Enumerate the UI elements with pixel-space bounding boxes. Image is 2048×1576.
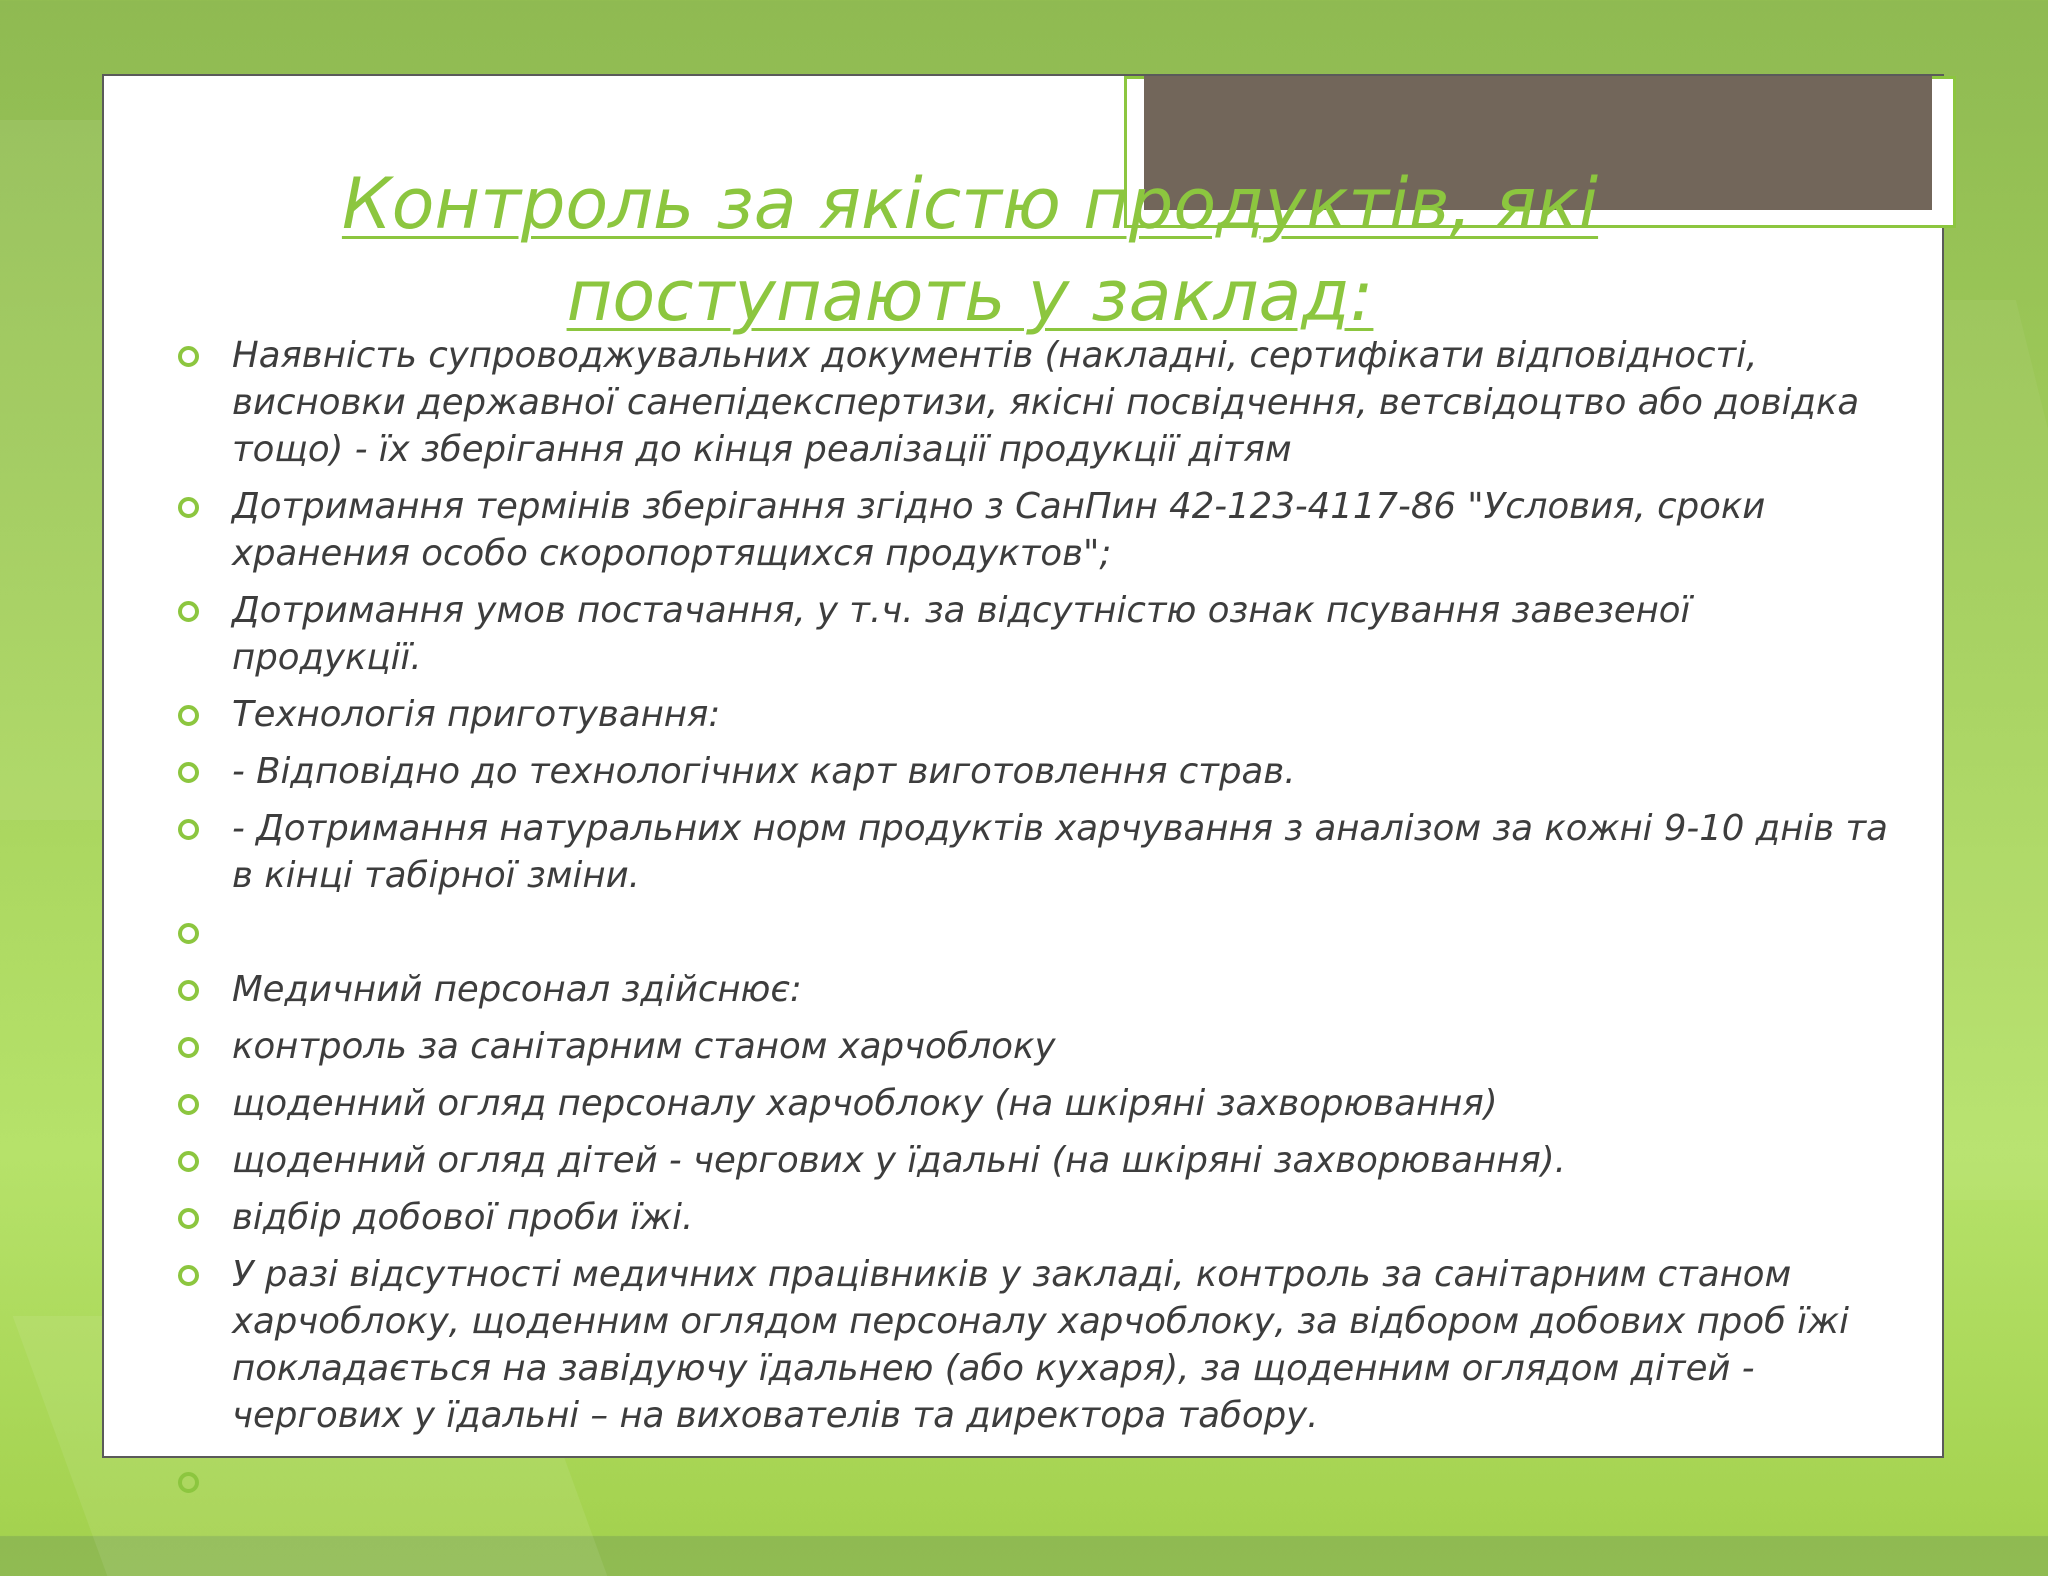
list-item (170, 483, 1890, 577)
list-item (170, 748, 1890, 795)
slide-title: Контроль за якістю продуктів, які поступають у заклад: (341, 163, 1599, 337)
bullet-icon (178, 1265, 199, 1286)
list-item (170, 332, 1890, 473)
list-item-text: У разі відсутності медичних працівників у закладі, контроль за санітарним станом харчоблоку, щоденним оглядом персоналу харчоблоку, за відбором добових проб їжі покладається на завідуючу їдальнею (або кухаря), за щоденним оглядом дітей - чергових у їдальні – на вихователів та директора табору. (232, 1254, 1849, 1436)
bullet-icon (178, 1472, 199, 1493)
list-item (170, 1080, 1890, 1127)
list-item-text: щоденний огляд дітей - чергових у їдальні (на шкіряні захворювання). (232, 1140, 1566, 1181)
bullet-icon (178, 346, 199, 367)
list-item-text: Дотримання умов постачання, у т.ч. за відсутністю ознак псування завезеної продукції. (232, 590, 1691, 678)
list-item-text: контроль за санітарним станом харчоблоку (232, 1026, 1056, 1067)
list-item (170, 966, 1890, 1013)
list-item-text: Наявність супроводжувальних документів (накладні, сертифікати відповідності, висновки державної санепідекспертизи, якісні посвідчення, ветсвідоцтво або довідка тощо) - їх зберігання до кінця реалізації продукції дітям (232, 335, 1860, 470)
list-item (170, 1251, 1890, 1439)
bullet-icon (178, 980, 199, 1001)
bullet-icon (178, 923, 199, 944)
list-item (170, 1194, 1890, 1241)
bullet-icon (178, 762, 199, 783)
bullet-icon (178, 497, 199, 518)
list-item (170, 805, 1890, 899)
bullet-icon (178, 1094, 199, 1115)
list-item-text: відбір добової проби їжі. (232, 1197, 694, 1238)
list-item-text: - Відповідно до технологічних карт виготовлення страв. (232, 751, 1296, 792)
bullet-icon (178, 1037, 199, 1058)
bullet-icon (178, 601, 199, 622)
bullet-list (170, 332, 1890, 1449)
list-item-text: Дотримання термінів зберігання згідно з СанПин 42-123-4117-86 "Условия, сроки хранения особо скоропортящихся продуктов"; (232, 486, 1766, 574)
bullet-icon (178, 819, 199, 840)
list-item (170, 1023, 1890, 1070)
list-item (170, 691, 1890, 738)
list-item-text: Медичний персонал здійснює: (232, 969, 802, 1010)
bullet-icon (178, 705, 199, 726)
list-item (170, 587, 1890, 681)
list-item-text: - Дотримання натуральних норм продуктів харчування з аналізом за кожні 9-10 днів та в кінці табірної зміни. (232, 808, 1888, 896)
list-item-text: Технологія приготування: (232, 694, 721, 735)
bullet-icon (178, 1151, 199, 1172)
list-item-empty (170, 909, 1890, 956)
list-item-text: щоденний огляд персоналу харчоблоку (на шкіряні захворювання) (232, 1083, 1498, 1124)
list-item (170, 1137, 1890, 1184)
bullet-icon (178, 1208, 199, 1229)
